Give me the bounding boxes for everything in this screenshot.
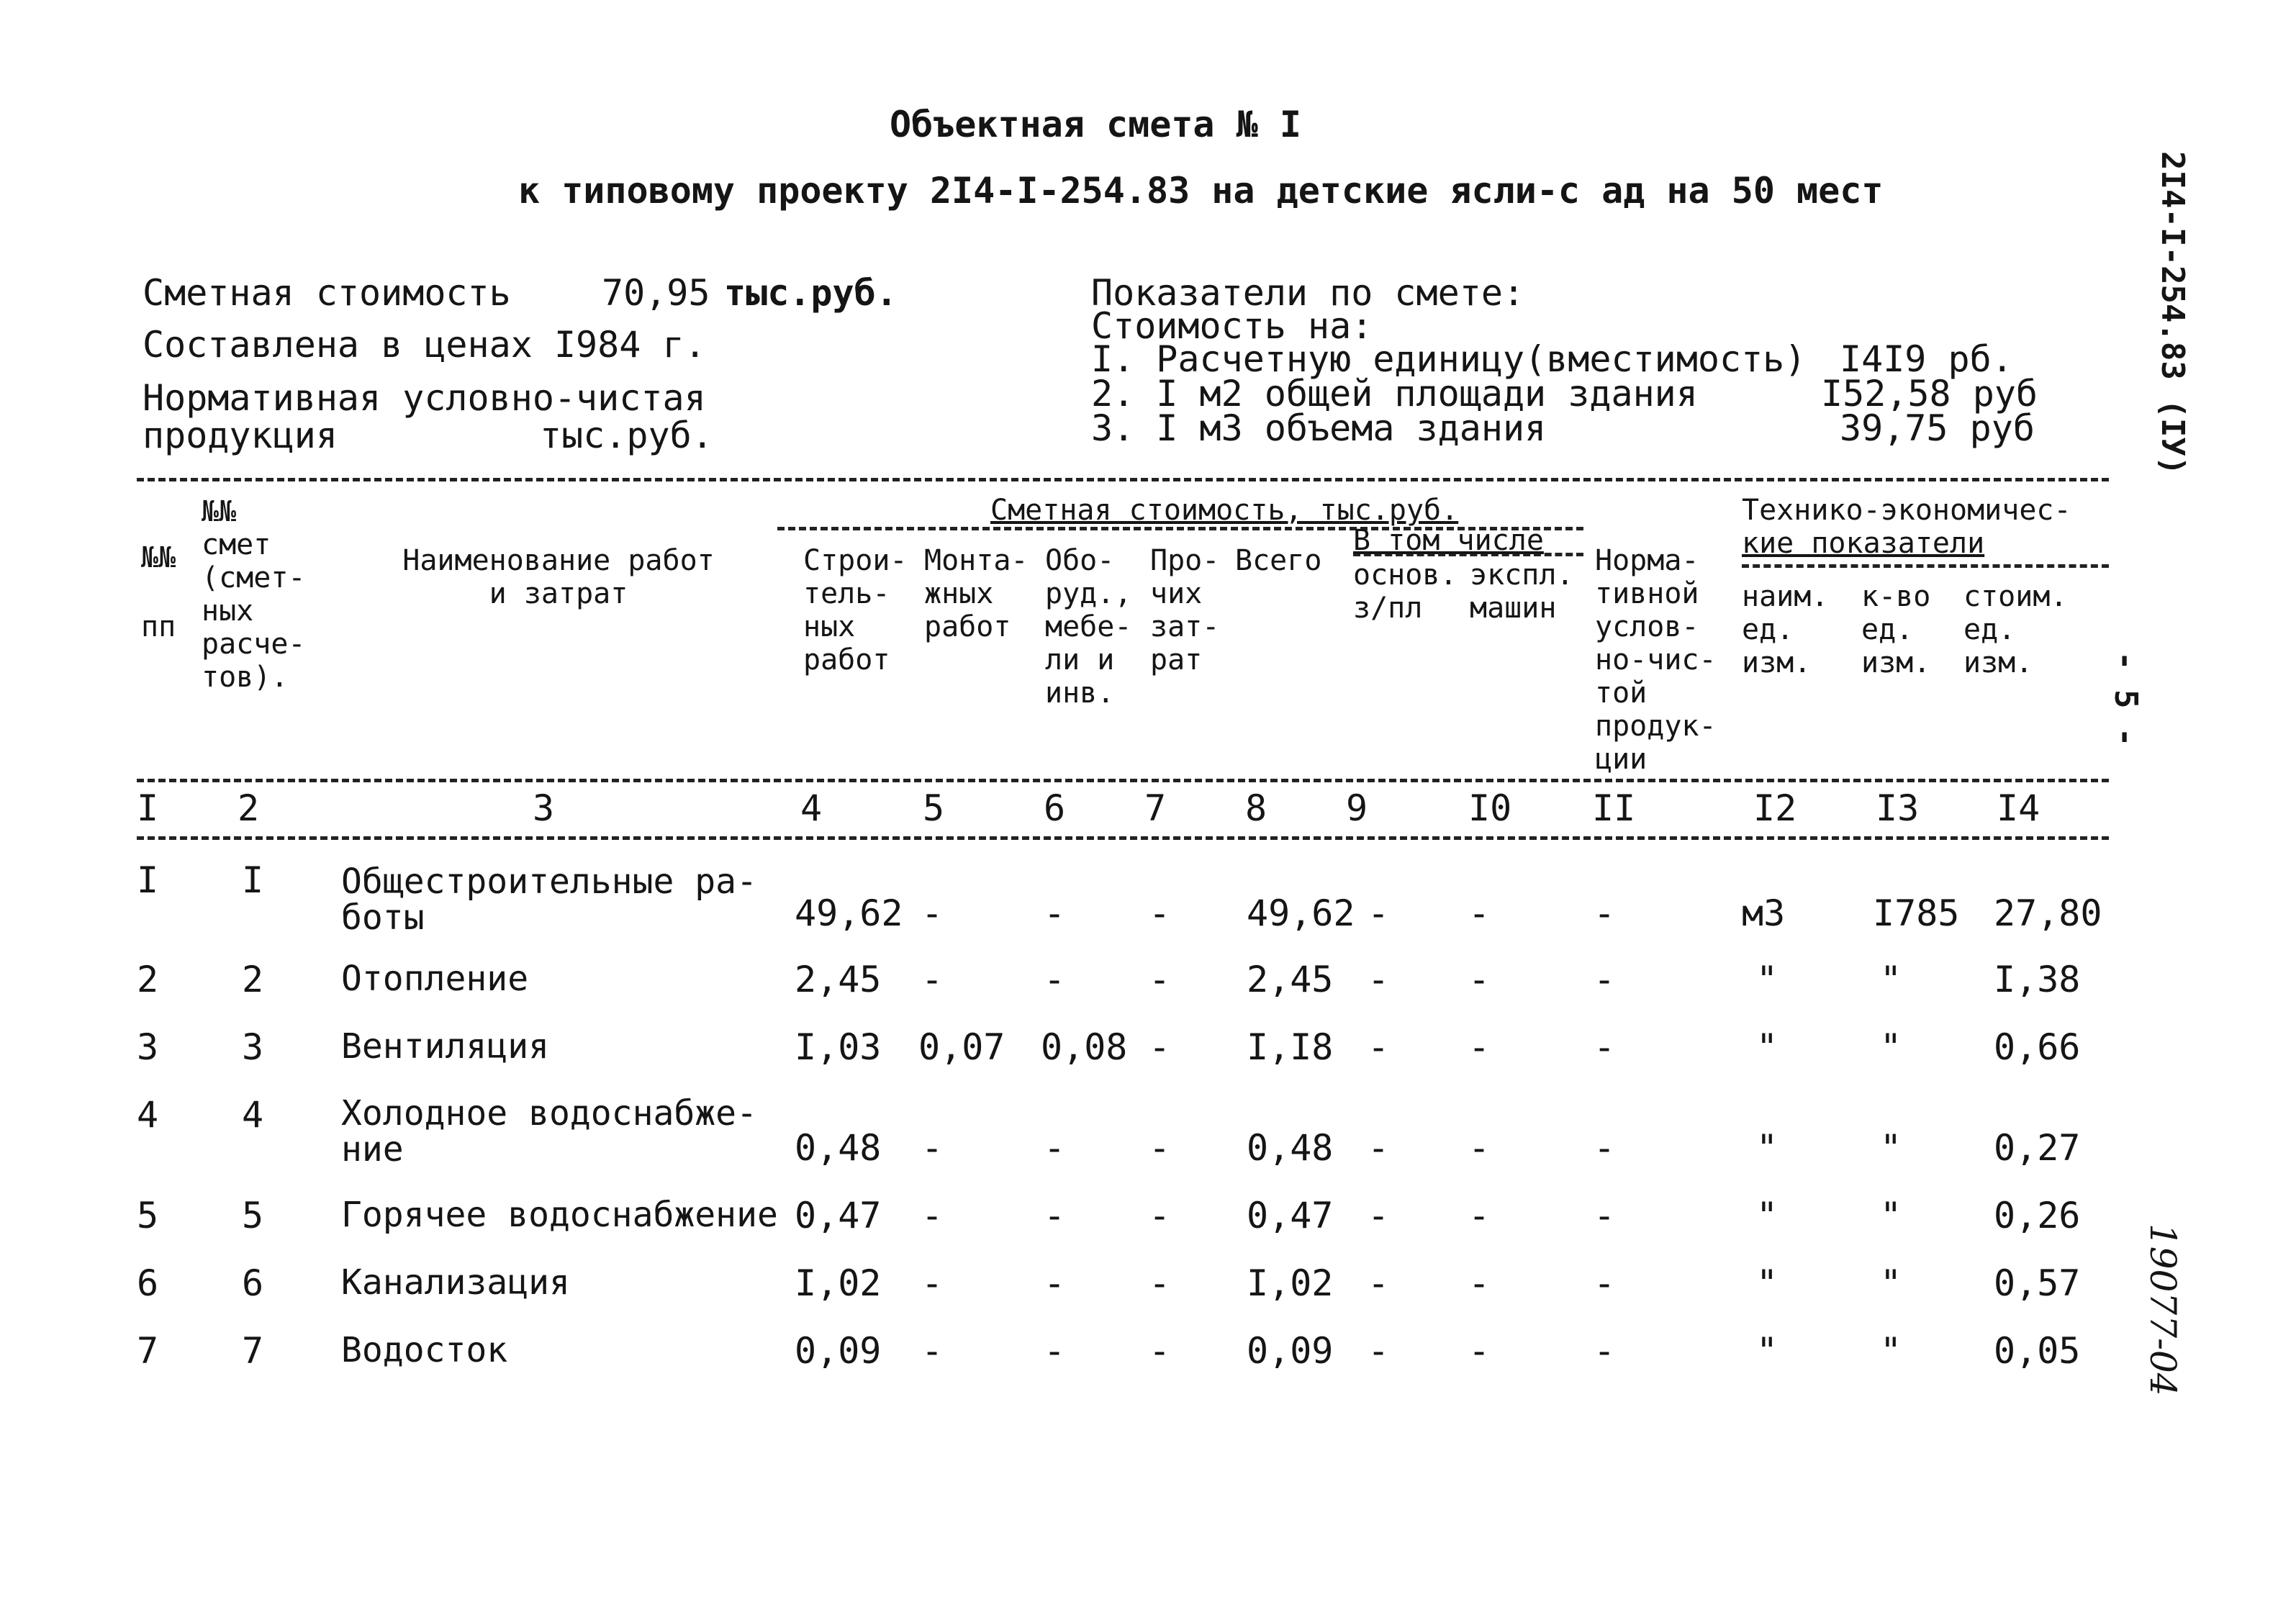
colnum-14: I4 <box>1997 787 2040 829</box>
cell-other: - <box>1149 892 1171 934</box>
cell-machines: - <box>1468 959 1491 1000</box>
indicator-1-value: I4I9 рб. <box>1840 338 2013 380</box>
tech-group-rule <box>1742 564 2109 568</box>
row-number: 2 <box>137 959 159 1000</box>
cell-unit-cost: 0,57 <box>1994 1262 2081 1304</box>
cell-wages: - <box>1368 1127 1390 1169</box>
colnum-11: II <box>1592 787 1636 829</box>
header-col-10: экспл. машин <box>1470 558 1574 625</box>
cell-other: - <box>1149 959 1171 1000</box>
cell-unit: " <box>1756 959 1779 1000</box>
cell-net-product: - <box>1594 1127 1616 1169</box>
header-group-cost: Сметная стоимость, тыс.руб. <box>990 494 1459 527</box>
cell-quantity: " <box>1880 1262 1902 1304</box>
handwritten-note: 19077-04 <box>2142 1223 2184 1396</box>
cell-unit-cost: 0,26 <box>1994 1195 2081 1236</box>
cell-other: - <box>1149 1195 1171 1236</box>
cell-construction: 0,47 <box>795 1195 882 1236</box>
colnum-13: I3 <box>1876 787 1920 829</box>
cell-total: I,I8 <box>1247 1026 1334 1068</box>
cost-value: 70,95 <box>602 272 710 314</box>
cell-unit-cost: 0,27 <box>1994 1127 2081 1169</box>
cell-machines: - <box>1468 1026 1491 1068</box>
cell-net-product: - <box>1594 959 1616 1000</box>
cell-wages: - <box>1368 959 1390 1000</box>
header-bottom-rule <box>137 779 2109 782</box>
cell-equipment: - <box>1044 1262 1066 1304</box>
norm-line-2-label: продукция <box>143 415 338 456</box>
cell-other: - <box>1149 1330 1171 1372</box>
estimate-number: 2 <box>242 959 264 1000</box>
document-subtitle: к типовому проекту 2I4-I-254.83 на детские ясли-с ад на 50 мест <box>518 170 1884 212</box>
cell-quantity: " <box>1880 1195 1902 1236</box>
cell-quantity: " <box>1880 1330 1902 1372</box>
estimate-number: 7 <box>242 1330 264 1372</box>
cell-equipment: - <box>1044 1127 1066 1169</box>
cell-construction: 0,09 <box>795 1330 882 1372</box>
colnum-7: 7 <box>1144 787 1167 829</box>
cell-unit: " <box>1756 1026 1779 1068</box>
header-col-2: №№ смет (смет- ных расче- тов). <box>202 495 306 694</box>
cell-net-product: - <box>1594 1262 1616 1304</box>
cell-construction: I,03 <box>795 1026 882 1068</box>
side-project-code: 2I4-I-254.83 (IУ) <box>2154 151 2191 476</box>
indicator-1-label: I. Расчетную единицу(вместимость) <box>1091 338 1807 380</box>
header-col-8: Всего <box>1235 544 1322 577</box>
cell-equipment: - <box>1044 892 1066 934</box>
table-top-rule <box>137 478 2109 481</box>
indicator-2-value: I52,58 руб <box>1821 373 2038 415</box>
cell-net-product: - <box>1594 892 1616 934</box>
cell-machines: - <box>1468 1262 1491 1304</box>
cell-total: 0,09 <box>1247 1330 1334 1372</box>
work-name: Горячее водоснабжение <box>341 1195 778 1235</box>
row-number: 7 <box>137 1330 159 1372</box>
header-col-9: основ. з/пл <box>1353 558 1457 625</box>
cell-wages: - <box>1368 1262 1390 1304</box>
cell-total: I,02 <box>1247 1262 1334 1304</box>
cell-installation: - <box>921 1330 944 1372</box>
colnum-12: I2 <box>1753 787 1797 829</box>
cell-quantity: " <box>1880 1026 1902 1068</box>
header-col-4: Строи- тель- ных работ <box>803 544 908 677</box>
header-col-6: Обо- руд., мебе- ли и инв. <box>1045 544 1132 710</box>
work-name: Холодное водоснабже- ние <box>341 1093 757 1170</box>
colnum-9: 9 <box>1346 787 1368 829</box>
cell-construction: 2,45 <box>795 959 882 1000</box>
cell-net-product: - <box>1594 1026 1616 1068</box>
header-group-incl: В том числе <box>1353 524 1544 557</box>
cell-quantity: " <box>1880 1127 1902 1169</box>
cell-installation: 0,07 <box>918 1026 1005 1068</box>
cell-machines: - <box>1468 1330 1491 1372</box>
header-col-11: Норма- тивной услов- но-чис- той продук- ции <box>1595 544 1717 776</box>
cell-machines: - <box>1468 1195 1491 1236</box>
cost-on-label: Стоимость на: <box>1091 305 1373 347</box>
colnum-1: I <box>137 787 159 829</box>
row-number: 6 <box>137 1262 159 1304</box>
work-name: Общестроительные ра- боты <box>341 861 757 938</box>
cell-installation: - <box>921 1195 944 1236</box>
indicator-2-label: 2. I м2 общей площади здания <box>1091 373 1698 415</box>
cell-unit: " <box>1756 1330 1779 1372</box>
cell-unit-cost: 27,80 <box>1994 892 2102 934</box>
row-number: 4 <box>137 1094 159 1136</box>
header-col-7: Про- чих зат- рат <box>1150 544 1220 677</box>
cell-other: - <box>1149 1127 1171 1169</box>
cell-net-product: - <box>1594 1195 1616 1236</box>
indicators-heading: Показатели по смете: <box>1091 272 1525 314</box>
norm-line-2-unit: тыс.руб. <box>540 415 713 456</box>
indicator-3-label: 3. I м3 объема здания <box>1091 407 1547 449</box>
cell-installation: - <box>921 959 944 1000</box>
cell-construction: 49,62 <box>795 892 903 934</box>
cell-other: - <box>1149 1026 1171 1068</box>
cell-machines: - <box>1468 1127 1491 1169</box>
cell-unit: " <box>1756 1195 1779 1236</box>
cell-wages: - <box>1368 1195 1390 1236</box>
cell-wages: - <box>1368 1330 1390 1372</box>
cell-installation: - <box>921 892 944 934</box>
estimate-number: 3 <box>242 1026 264 1068</box>
cell-equipment: 0,08 <box>1041 1026 1128 1068</box>
cell-equipment: - <box>1044 1330 1066 1372</box>
colnum-3: 3 <box>533 787 555 829</box>
row-number: I <box>137 859 159 901</box>
cell-total: 0,48 <box>1247 1127 1334 1169</box>
cell-other: - <box>1149 1262 1171 1304</box>
colnum-8: 8 <box>1245 787 1267 829</box>
estimate-number: 4 <box>242 1094 264 1136</box>
cell-machines: - <box>1468 892 1491 934</box>
estimate-number: 5 <box>242 1195 264 1236</box>
row-number: 5 <box>137 1195 159 1236</box>
work-name: Водосток <box>341 1330 508 1370</box>
indicator-3-value: 39,75 руб <box>1840 407 2035 449</box>
cell-quantity: I785 <box>1873 892 1960 934</box>
colnum-2: 2 <box>238 787 260 829</box>
cost-unit: тыс.руб. <box>724 272 898 314</box>
colnum-10: I0 <box>1468 787 1512 829</box>
cell-net-product: - <box>1594 1330 1616 1372</box>
header-col-13: к-во ед. изм. <box>1861 580 1931 679</box>
colnum-6: 6 <box>1044 787 1066 829</box>
header-col-5: Монта- жных работ <box>924 544 1029 643</box>
header-col-3: Наименование работ и затрат <box>402 544 715 610</box>
prices-line: Составлена в ценах I984 г. <box>143 324 706 366</box>
cost-label: Сметная стоимость <box>143 272 511 314</box>
header-col-12: наим. ед. изм. <box>1742 580 1829 679</box>
cell-total: 0,47 <box>1247 1195 1334 1236</box>
cell-wages: - <box>1368 892 1390 934</box>
cell-unit: " <box>1756 1262 1779 1304</box>
cell-wages: - <box>1368 1026 1390 1068</box>
colnum-4: 4 <box>800 787 823 829</box>
cell-installation: - <box>921 1262 944 1304</box>
estimate-number: I <box>242 859 264 901</box>
norm-line-1: Нормативная условно-чистая <box>143 377 706 419</box>
colnum-5: 5 <box>923 787 945 829</box>
cell-total: 49,62 <box>1247 892 1355 934</box>
cell-equipment: - <box>1044 959 1066 1000</box>
work-name: Вентиляция <box>341 1026 549 1067</box>
work-name: Отопление <box>341 959 529 999</box>
estimate-number: 6 <box>242 1262 264 1304</box>
page-number: - 5 - <box>2107 651 2144 747</box>
header-col-14: стоим. ед. изм. <box>1963 580 2068 679</box>
cell-construction: I,02 <box>795 1262 882 1304</box>
colnum-bottom-rule <box>137 836 2109 840</box>
header-group-tech: Технико-экономичес- кие показатели <box>1742 494 2071 560</box>
work-name: Канализация <box>341 1262 570 1303</box>
cell-construction: 0,48 <box>795 1127 882 1169</box>
document-title: Объектная смета № I <box>890 104 1301 145</box>
cell-total: 2,45 <box>1247 959 1334 1000</box>
header-col-1: №№ пп <box>141 541 176 643</box>
cell-unit-cost: 0,66 <box>1994 1026 2081 1068</box>
cell-unit-cost: 0,05 <box>1994 1330 2081 1372</box>
row-number: 3 <box>137 1026 159 1068</box>
cell-unit: м3 <box>1742 892 1786 934</box>
cell-unit-cost: I,38 <box>1994 959 2081 1000</box>
cell-unit: " <box>1756 1127 1779 1169</box>
cell-quantity: " <box>1880 959 1902 1000</box>
cell-installation: - <box>921 1127 944 1169</box>
cell-equipment: - <box>1044 1195 1066 1236</box>
